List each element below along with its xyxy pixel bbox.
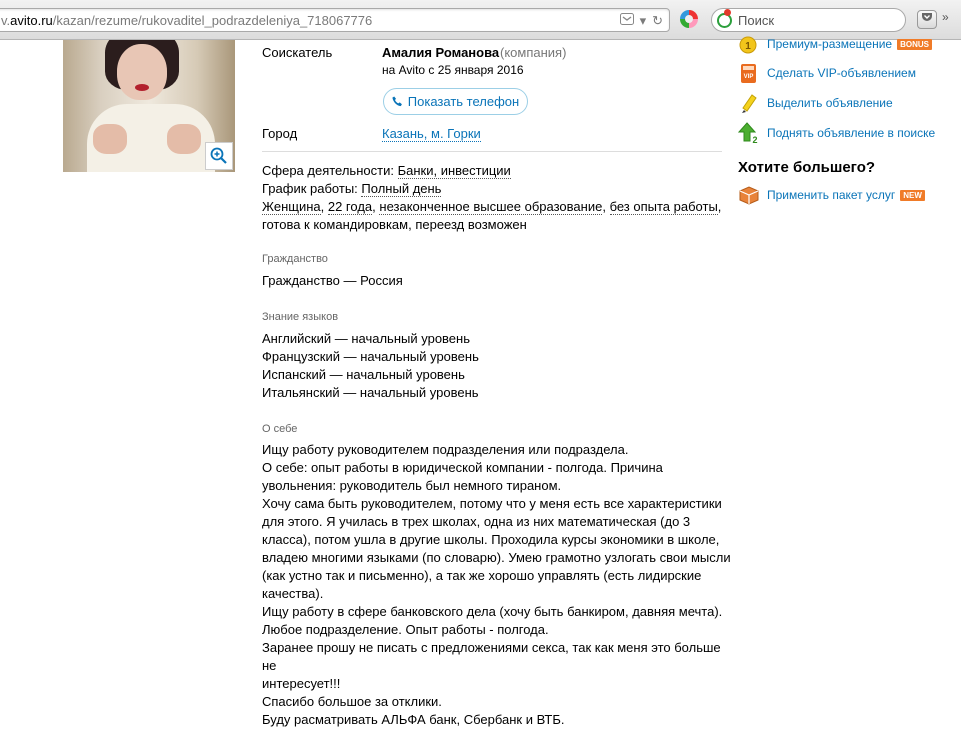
about-line: О себе: опыт работы в юридической компании - полгода. Причина xyxy=(262,460,663,475)
about-line: увольнения: руководитель был немного тираном. xyxy=(262,478,562,493)
education-value[interactable]: незаконченное высшее образование xyxy=(379,199,603,214)
applicant-label: Соискатель xyxy=(262,45,333,60)
search-input[interactable] xyxy=(738,12,898,28)
svg-text:2: 2 xyxy=(752,135,758,144)
city-link[interactable]: Казань, м. Горки xyxy=(382,126,481,141)
highlighter-icon xyxy=(738,92,760,114)
citizenship-value: Гражданство — Россия xyxy=(262,273,403,288)
languages-heading: Знание языков xyxy=(262,311,339,323)
url-text[interactable]: v.avito.ru/kazan/rezume/rukovaditel_podrazdeleniya_718067776 xyxy=(1,13,373,28)
reader-view-icon[interactable] xyxy=(620,13,634,28)
gold-coin-icon xyxy=(738,33,760,55)
age-value[interactable]: 22 года xyxy=(327,199,373,214)
more-title: Хотите большего? xyxy=(738,159,876,176)
zoom-in-icon[interactable] xyxy=(205,142,233,170)
svg-text:1: 1 xyxy=(745,41,751,52)
sphere-label: Сфера деятельности: xyxy=(262,163,394,178)
up-arrow-icon xyxy=(738,122,760,144)
search-provider-icon[interactable] xyxy=(717,13,732,28)
experience-value[interactable]: без опыта работы xyxy=(609,199,718,214)
about-line: Буду расматривать АЛЬФА банк, Сбербанк и ВТБ. xyxy=(262,712,565,727)
vip-label[interactable]: Сделать VIP-объявлением xyxy=(767,66,916,80)
sidebar-item-premium[interactable] xyxy=(738,33,932,55)
package-label[interactable]: Применить пакет услуг xyxy=(767,188,896,202)
about-line: Ищу работу в сфере банковского дела (хочу быть банкиром, давняя мечта). xyxy=(262,604,723,619)
schedule-value[interactable]: Полный день xyxy=(361,181,442,196)
search-engine-logo-icon[interactable] xyxy=(680,10,698,28)
language-item: Английский — начальный уровень xyxy=(262,331,470,346)
svg-text:VIP: VIP xyxy=(743,74,754,80)
sidebar-item-highlight[interactable] xyxy=(738,92,893,114)
about-line: (как устно так и письменно), а так же хорошо управлять (есть лидирские xyxy=(262,568,702,583)
new-badge: NEW xyxy=(900,190,925,201)
show-phone-button[interactable] xyxy=(383,88,528,115)
about-line: Хочу сама быть руководителем, потому что у меня есть все характеристики xyxy=(262,496,722,511)
bonus-badge: BONUS xyxy=(897,39,932,50)
language-item: Французский — начальный уровень xyxy=(262,349,479,364)
applicant-name: Амалия Романова xyxy=(382,45,500,60)
pocket-icon[interactable] xyxy=(917,10,937,29)
divider xyxy=(262,151,722,152)
show-phone-label: Показать телефон xyxy=(407,94,520,109)
sidebar-item-package[interactable] xyxy=(738,184,925,206)
highlight-label[interactable]: Выделить объявление xyxy=(767,96,893,110)
about-heading: О себе xyxy=(262,423,298,435)
language-item: Испанский — начальный уровень xyxy=(262,367,465,382)
address-bar[interactable] xyxy=(0,8,670,32)
sidebar-item-vip[interactable] xyxy=(738,62,916,84)
phone-icon xyxy=(392,96,403,107)
search-bar[interactable] xyxy=(711,8,906,32)
premium-label[interactable]: Премиум-размещение xyxy=(767,37,893,51)
citizenship-heading: Гражданство xyxy=(262,253,328,265)
dropdown-arrow-icon[interactable]: ▾ xyxy=(639,12,647,28)
about-line: класса), потом ушла в другие школы. Проходила курсы экономики в школе, xyxy=(262,532,720,547)
travel-line: готова к командировкам, переезд возможен xyxy=(262,217,527,232)
about-line: Спасибо большое за отклики. xyxy=(262,694,442,709)
about-line: Ищу работу руководителем подразделения или подраздела. xyxy=(262,442,629,457)
overflow-menu-icon[interactable]: » xyxy=(942,10,949,24)
about-line: Заранее прошу не писать с предложениями секса, так как меня это больше не xyxy=(262,640,721,673)
about-line: интересует!!! xyxy=(262,676,341,691)
details-block: Сфера деятельности: Банки, инвестиции График работы: Полный день Женщина, 22 года, незаконченное высшее образование, без опыта работы, готова к командировкам, переезд возможен xyxy=(262,163,722,232)
gender-value[interactable]: Женщина xyxy=(262,199,321,214)
sidebar-item-raise[interactable] xyxy=(738,122,935,144)
about-line: Любое подразделение. Опыт работы - полгода. xyxy=(262,622,549,637)
about-text xyxy=(262,441,732,729)
schedule-label: График работы: xyxy=(262,181,358,196)
reload-icon[interactable]: ↻ xyxy=(652,12,663,28)
member-since: на Avito с 25 января 2016 xyxy=(382,63,524,77)
vip-badge-icon xyxy=(738,62,760,84)
about-line: качества). xyxy=(262,586,324,601)
language-item: Итальянский — начальный уровень xyxy=(262,385,479,400)
sphere-value[interactable]: Банки, инвестиции xyxy=(397,163,511,178)
languages-list xyxy=(262,330,479,402)
applicant-type: (компания) xyxy=(500,45,567,60)
raise-label[interactable]: Поднять объявление в поиске xyxy=(767,126,936,140)
package-box-icon xyxy=(738,184,760,206)
about-line: владею многими языками (по словарю). Умею грамотно узлогать свои мысли xyxy=(262,550,731,565)
city-label: Город xyxy=(262,126,298,141)
about-line: для этого. Я училась в трех школах, одна из них математическая (до 3 xyxy=(262,514,691,529)
